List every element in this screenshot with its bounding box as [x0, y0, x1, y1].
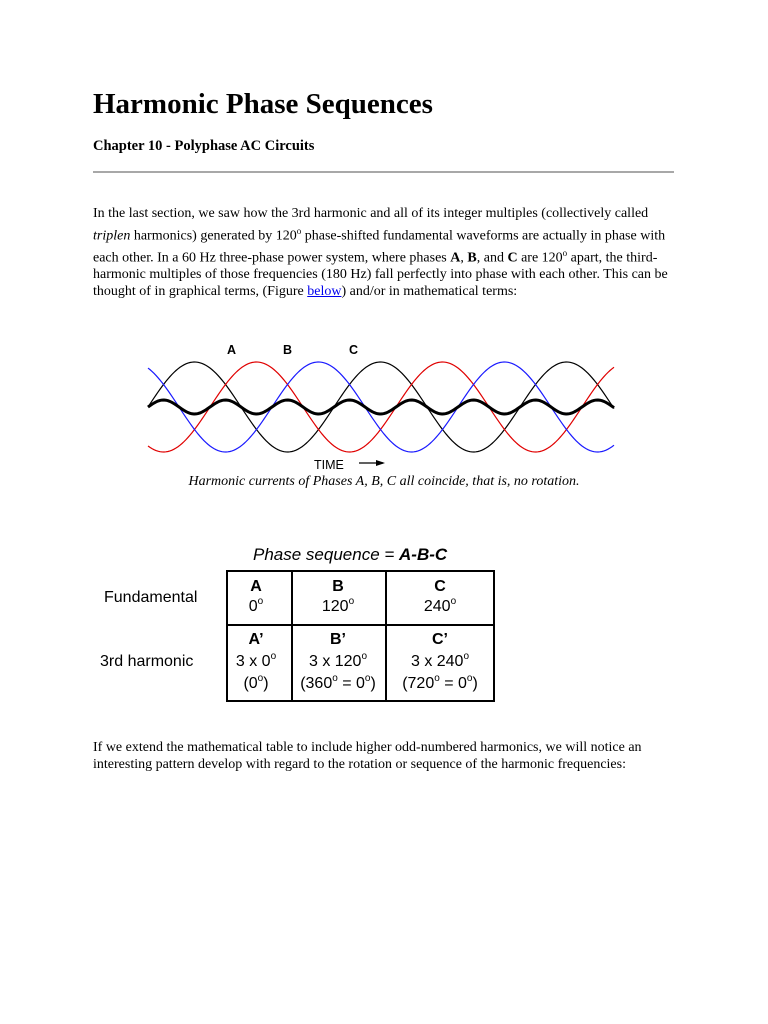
close-paren: )	[370, 675, 376, 692]
cell-result-c	[402, 673, 478, 692]
degree-sign: o	[257, 596, 264, 607]
cell-phase-c: C	[434, 578, 446, 595]
cell-phase-b: B	[332, 578, 344, 595]
bold-phase-a: A	[450, 250, 461, 266]
degree-sign: o	[332, 673, 338, 684]
cell-phase-a-prime: A’	[248, 631, 264, 648]
close-paren: )	[472, 675, 478, 692]
text-run: , and	[476, 250, 508, 266]
degree-sign: o	[270, 651, 277, 662]
fundamental-row	[249, 578, 457, 615]
row-label-3rd-harmonic: 3rd harmonic	[100, 653, 194, 670]
closing-paragraph: If we extend the mathematical table to include higher odd-numbered harmonics, we will notice an interesting pattern develop with regard to the rotation or sequence of the harmonic frequencies:	[93, 740, 642, 772]
wave-label-c: C	[349, 343, 359, 357]
harmonic-row	[236, 631, 478, 692]
text-run: harmonics) generated by 120	[130, 228, 297, 244]
text-run: ) and/or in mathematical terms:	[341, 284, 518, 300]
phase-sequence-table	[95, 540, 505, 705]
degree-sign: o	[257, 673, 264, 684]
cell-phase-b-prime: B’	[330, 631, 346, 648]
degree-sign: o	[348, 596, 355, 607]
wave-label-b: B	[283, 343, 293, 357]
calc-value: 3 x 0	[235, 653, 271, 670]
emphasis-triplen: triplen	[93, 228, 131, 244]
calc-value: 3 x 240	[410, 653, 464, 670]
row-label-fundamental: Fundamental	[104, 589, 198, 606]
cell-angle-b	[322, 596, 355, 615]
phase-a-wave	[148, 362, 614, 452]
heading-sequence-value: A-B-C	[399, 545, 448, 564]
chapter-subtitle: Chapter 10 - Polyphase AC Circuits	[93, 138, 315, 154]
cell-phase-c-prime: C’	[432, 631, 448, 648]
bold-phase-c: C	[507, 250, 518, 266]
degree-sign: o	[463, 651, 470, 662]
cell-angle-a	[249, 596, 264, 615]
text-run: phase-shifted fundamental waveforms are actually in phase with each other. In a 60 Hz three-phase power system, where phases	[93, 228, 666, 266]
degree-sign: o	[361, 651, 368, 662]
cell-calc-c	[411, 651, 469, 670]
figure-caption: Harmonic currents of Phases A, B, C all coincide, that is, no rotation.	[188, 474, 580, 489]
wave-label-a: A	[227, 343, 237, 357]
time-axis-label: TIME	[314, 458, 344, 472]
text-run: ,	[460, 250, 468, 266]
cell-calc-a	[236, 651, 277, 670]
intro-paragraph	[93, 206, 678, 301]
text-run: are 120	[517, 250, 563, 266]
degree-sign: o	[466, 673, 473, 684]
degree-sign: o	[364, 673, 371, 684]
angle-value: 120	[321, 598, 349, 615]
degree-sign: o	[434, 673, 440, 684]
text-run: apart, the third-harmonic multiples of those frequencies (180 Hz) fall perfectly into phase with each other. This can be thought of in graphical terms, (Figure	[93, 250, 668, 300]
degree-sign: o	[296, 225, 302, 236]
cell-phase-a: A	[250, 578, 262, 595]
angle-value: 0	[248, 598, 258, 615]
text-run: In the last section, we saw how the 3rd harmonic and all of its integer multiples (collectively called	[93, 206, 649, 221]
result-value: = 0	[337, 675, 365, 692]
heading-prefix: Phase sequence =	[253, 545, 400, 564]
page-title: Harmonic Phase Sequences	[93, 88, 433, 120]
calc-value: 3 x 120	[308, 653, 362, 670]
time-arrowhead-icon	[376, 460, 385, 466]
cell-result-a	[243, 673, 268, 692]
result-value: = 0	[439, 675, 467, 692]
phase-sequence-heading	[253, 545, 448, 564]
harmonic-waveform-figure	[140, 336, 630, 474]
bold-phase-b: B	[467, 250, 477, 266]
figure-below-link[interactable]: below	[307, 284, 342, 300]
cell-result-b	[300, 673, 376, 692]
result-value: (360	[300, 675, 333, 692]
cell-angle-c	[424, 596, 457, 615]
result-value: (0	[243, 675, 258, 692]
third-harmonic-wave	[148, 400, 614, 414]
angle-value: 240	[423, 598, 451, 615]
horizontal-rule	[93, 171, 674, 173]
cell-calc-b	[309, 651, 367, 670]
close-paren: )	[263, 675, 269, 692]
degree-sign: o	[562, 248, 568, 259]
result-value: (720	[402, 675, 435, 692]
degree-sign: o	[450, 596, 457, 607]
